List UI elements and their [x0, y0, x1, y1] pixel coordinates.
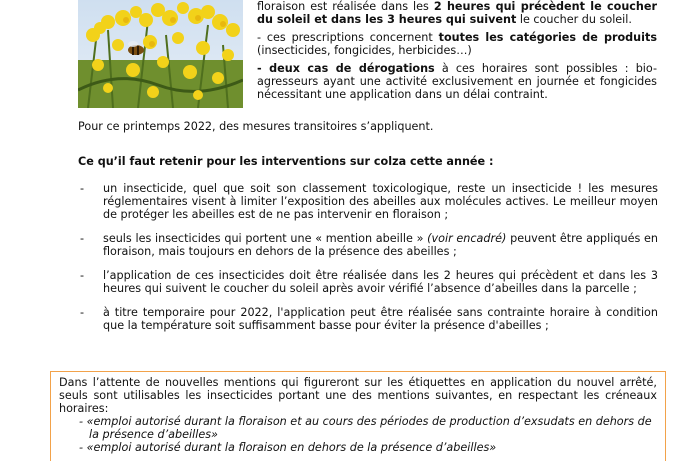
rapeseed-flowers-with-bee-photo: [78, 0, 243, 108]
list-item: - seuls les insecticides qui portent une « mention abeille » (voir encadré) peuvent être appliqués en floraison, mais toujours en dehors de la présence des abeilles ;: [80, 232, 658, 258]
right-paragraph-3: - deux cas de dérogations à ces horaires sont possibles : bio-agresseurs ayant une activité exclusivement en journée et fongicides nécessitant une application dans un délai contraint.: [257, 62, 657, 101]
list-item: - un insecticide, quel que soit son classement toxicologique, reste un insecticide ! les mesures réglementaires visent à limiter l’exposition des abeilles aux molécules actives. Le meilleur moyen de protéger les abeilles est de ne pas intervenir en floraison ;: [80, 182, 658, 221]
right-paragraph-1: floraison est réalisée dans les 2 heures qui précèdent le coucher du soleil et dans les 3 heures qui suivent le coucher du soleil.: [257, 0, 658, 26]
list-item: - à titre temporaire pour 2022, l'application peut être réalisée sans contrainte horaire à condition que la température soit suffisamment basse pour éviter la présence d'abeilles ;: [80, 306, 658, 332]
intro-text: Pour ce printemps 2022, des mesures transitoires s’appliquent.: [78, 120, 434, 133]
box-mention-2: - «emploi autorisé durant la floraison en dehors de la présence d’abeilles»: [79, 441, 497, 454]
right-paragraph-2: - ces prescriptions concernent toutes les catégories de produits (insecticides, fongicides, herbicides…): [257, 31, 657, 57]
bee-mention-box: [50, 371, 666, 461]
box-lead-text: Dans l’attente de nouvelles mentions qui figureront sur les étiquettes en application du nouvel arrêté, seuls sont utilisables les insecticides portant une des mentions suivantes, en respectant les créneaux horaires:: [59, 376, 657, 415]
section-title: Ce qu’il faut retenir pour les interventions sur colza cette année :: [78, 155, 494, 168]
bullet-list: [80, 182, 658, 343]
box-mention-1: - «emploi autorisé durant la floraison et au cours des périodes de production d’exsudats en dehors de la présence d’abeilles»: [79, 415, 652, 441]
list-item: - l’application de ces insecticides doit être réalisée dans les 2 heures qui précèdent et dans les 3 heures qui suivent le coucher du soleil après avoir vérifié l’absence d’abeilles dans la parcelle ;: [80, 269, 658, 295]
